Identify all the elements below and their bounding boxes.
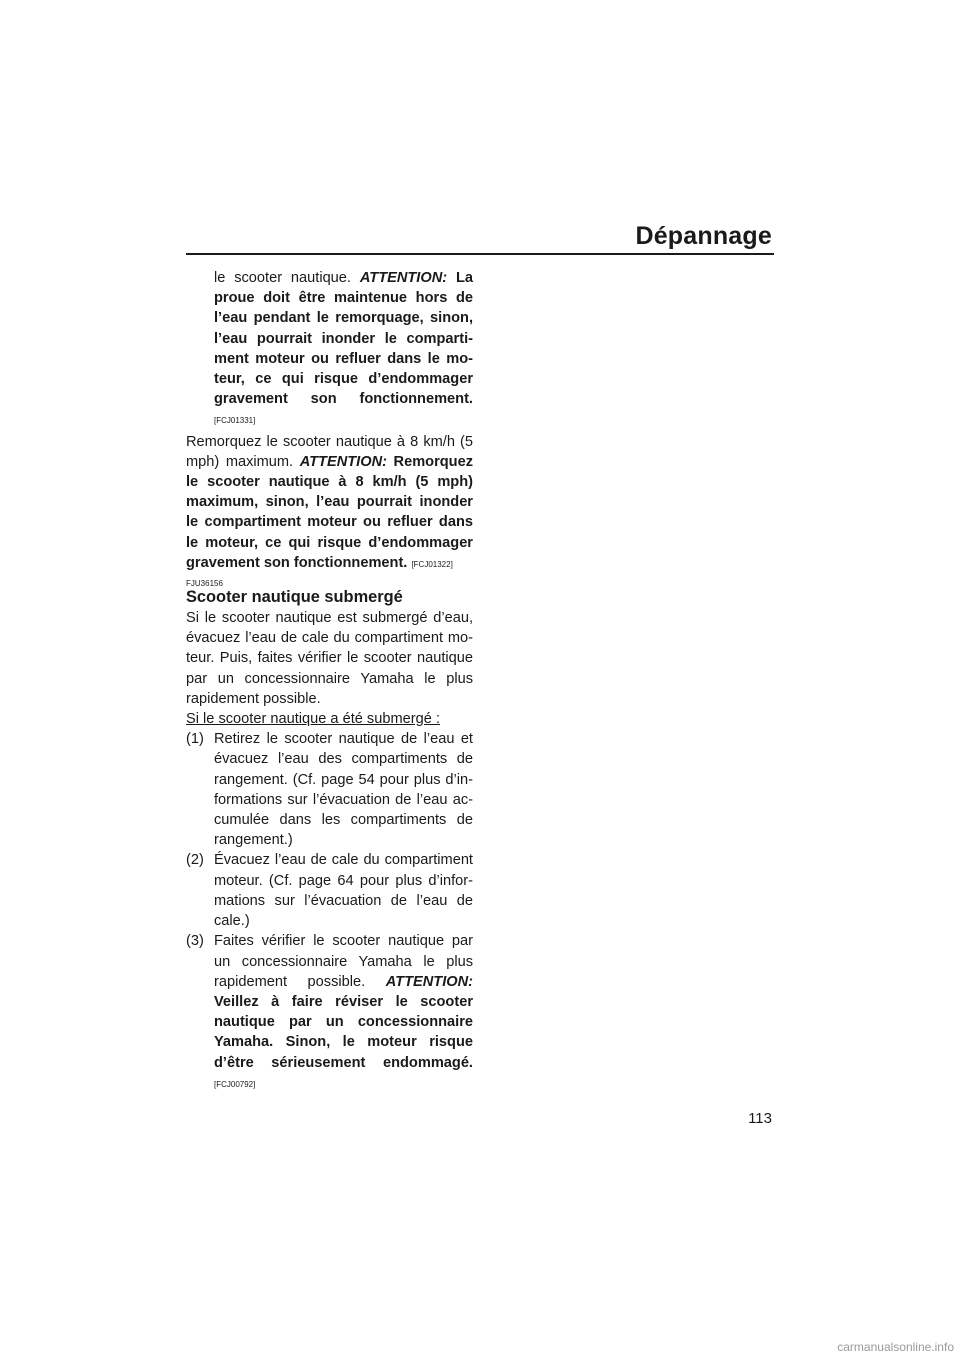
step-text: Évacuez l’eau de cale du compartiment moteur. (Cf. page 64 pour plus d’informations sur l’évacuation de l’eau de cale.)	[214, 852, 473, 930]
warning-code: [FCJ00792]	[214, 1079, 256, 1089]
towing-speed-paragraph	[186, 432, 473, 575]
warning-code: [FCJ01322]	[411, 559, 453, 569]
attention-text: Remorquez le scooter nautique à 8 km/h (5 mph) maximum, sinon, l’eau pourrait inonder le compartiment moteur ou refluer dans le moteur, ce qui risque d’endommager gravement son fonctionnement.	[186, 453, 474, 571]
submerged-subheading: Si le scooter nautique a été submergé :	[186, 711, 440, 728]
page-number: 113	[748, 1110, 772, 1127]
header-divider	[186, 253, 774, 255]
step-text: Faites vérifier le scooter nautique par un concessionnaire Yamaha le plus rapidement possible.	[214, 933, 473, 990]
section-paragraph: Si le scooter nautique est submergé d’eau, évacuez l’eau de cale du compartiment moteur. Puis, faites vérifier le scooter nautique par un concessionnaire Yamaha le plus rapidement possible.	[186, 610, 473, 707]
content-column	[186, 268, 473, 1095]
step-text: Retirez le scooter nautique de l’eau et évacuez l’eau des compartiments de rangement. (Cf. page 54 pour plus d’informations sur l’évacuation de l’eau accumulée dans les compartiments de rangement.)	[214, 731, 473, 849]
step-number: (3)	[186, 933, 204, 950]
page-title: Dépannage	[635, 222, 772, 250]
attention-text: La proue doit être maintenue hors de l’eau pendant le remorquage, sinon, l’eau pourrait inonder le compartiment moteur ou refluer dans le moteur, ce qui risque d’endommager gravement son fonctionnement.	[214, 270, 473, 408]
attention-text: Veillez à faire réviser le scooter nautique par un concessionnaire Yamaha. Sinon, le moteur risque d’être sérieusement endommagé.	[214, 993, 473, 1071]
step-item	[186, 931, 473, 1095]
step-item	[186, 850, 473, 931]
towing-warning-paragraph	[214, 268, 473, 432]
towing-speed-text: Remorquez le scooter nautique à 8 km/h (5 mph) maximum.	[186, 433, 473, 470]
towing-text: le scooter nautique.	[214, 270, 360, 286]
attention-label: ATTENTION:	[385, 973, 473, 990]
step-number: (1)	[186, 731, 204, 748]
step-number: (2)	[186, 852, 204, 869]
section-code: FJU36156	[186, 579, 223, 589]
step-text-container	[214, 931, 473, 1095]
attention-label: ATTENTION:	[299, 453, 387, 470]
warning-code: [FCJ01331]	[214, 416, 256, 426]
step-item	[186, 729, 473, 850]
section-heading: Scooter nautique submergé	[186, 588, 403, 607]
watermark: carmanualsonline.info	[837, 1340, 954, 1354]
attention-label: ATTENTION:	[359, 270, 448, 286]
